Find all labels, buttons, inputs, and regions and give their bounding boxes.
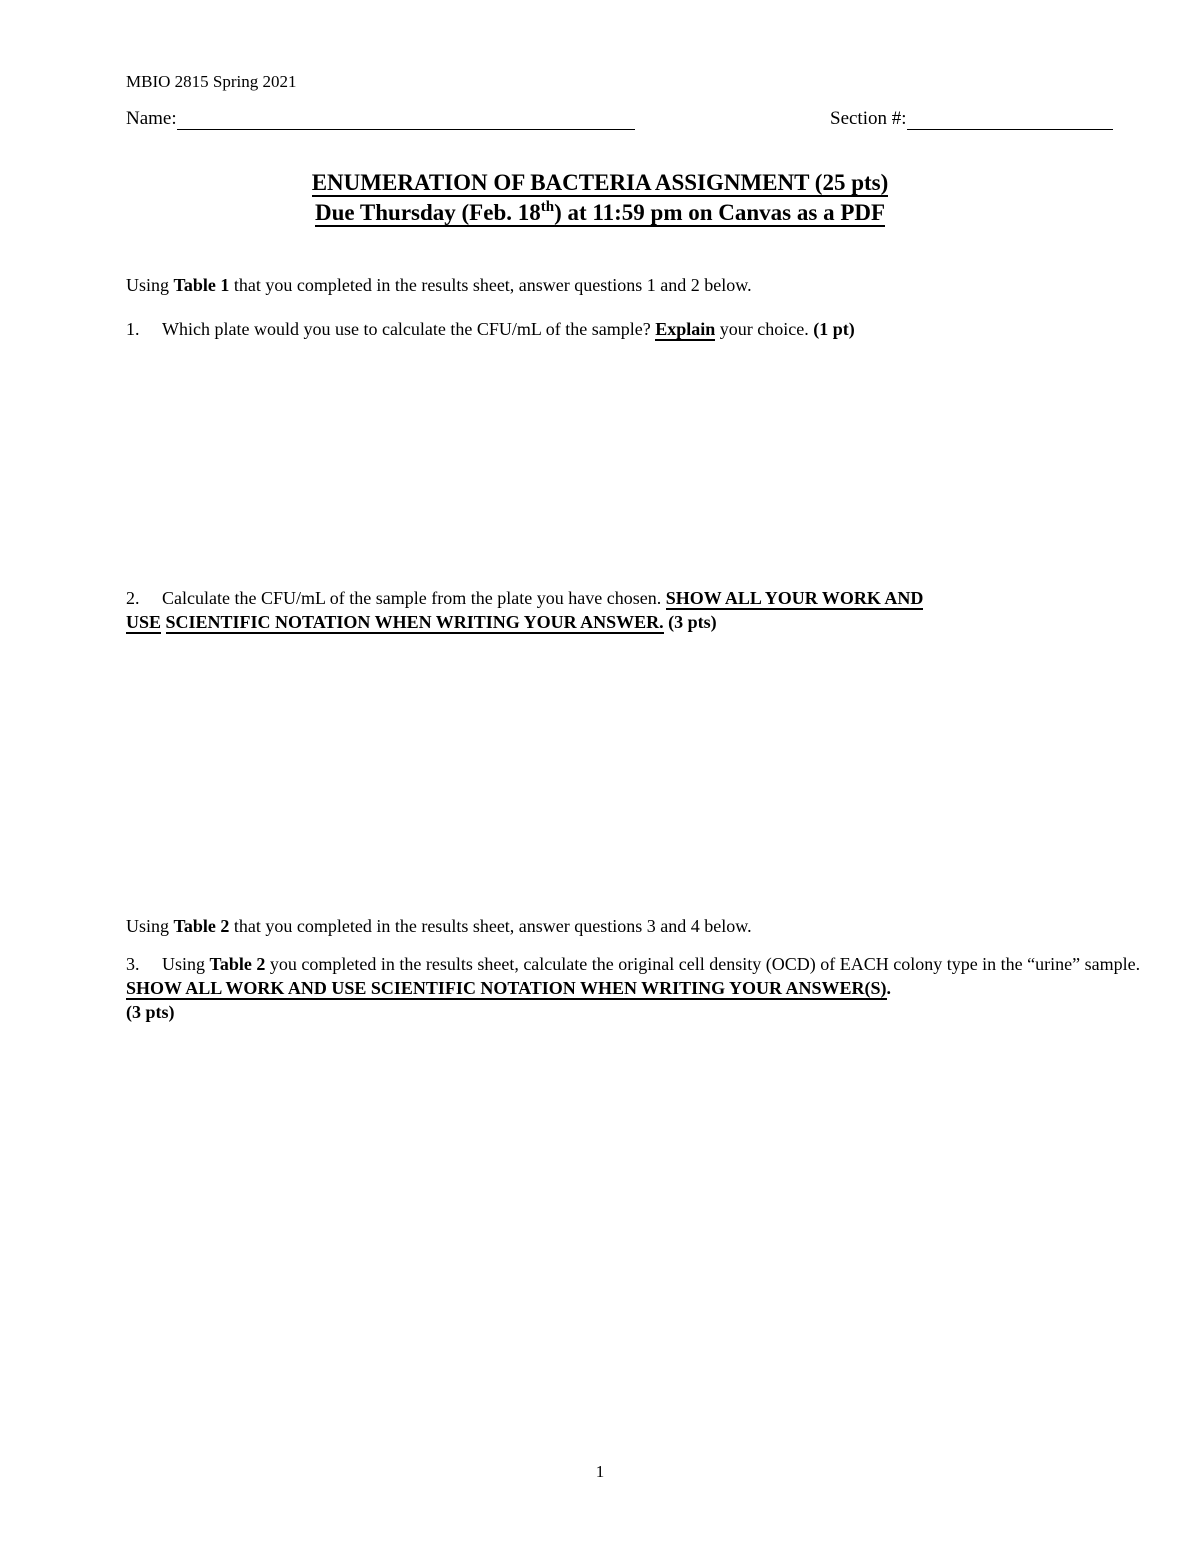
assignment-title <box>0 170 1200 196</box>
q3-number: 3. <box>126 954 140 974</box>
q3-text-before: Using <box>162 954 210 974</box>
q2-emphasis2: USE <box>126 612 162 632</box>
question-3 <box>126 952 1166 1024</box>
question-1 <box>126 317 1156 341</box>
section-field-row <box>830 108 1113 130</box>
name-label: Name: <box>126 108 177 129</box>
q1-points: (1 pt) <box>813 319 855 339</box>
intro1-after: that you completed in the results sheet, answer questions 1 and 2 below. <box>229 275 752 295</box>
due-suffix: ) at 11:59 pm on Canvas as a PDF <box>554 200 886 225</box>
q2-emphasis1: SHOW ALL YOUR WORK AND <box>665 588 924 608</box>
intro2-before: Using <box>126 916 174 936</box>
name-field-row <box>126 108 635 130</box>
section-blank[interactable] <box>907 109 1113 130</box>
intro2-after: that you completed in the results sheet, answer questions 3 and 4 below. <box>229 916 752 936</box>
page-number: 1 <box>595 1462 605 1481</box>
q1-text: Which plate would you use to calculate the CFU/mL of the sample? <box>162 319 656 339</box>
intro-table2 <box>126 914 1156 938</box>
q1-number: 1. <box>126 319 140 339</box>
q3-table-ref: Table 2 <box>209 954 266 974</box>
intro2-table-ref: Table 2 <box>173 916 230 936</box>
due-date-line <box>315 200 885 227</box>
intro1-before: Using <box>126 275 174 295</box>
due-sup: th <box>540 199 555 215</box>
q3-text-after: you completed in the results sheet, calculate the original cell density (OCD) of EACH colony type in the “urine” sample. <box>265 954 1141 974</box>
intro1-table-ref: Table 1 <box>173 275 230 295</box>
question-2 <box>126 586 1156 634</box>
q2-text: Calculate the CFU/mL of the sample from the plate you have chosen. <box>162 588 666 608</box>
intro-table1 <box>126 273 1156 297</box>
due-prefix: Due Thursday (Feb. 18 <box>314 200 541 225</box>
course-header: MBIO 2815 Spring 2021 <box>126 72 297 91</box>
q3-period: . <box>886 978 891 998</box>
q3-points: (3 pts) <box>126 1002 175 1022</box>
section-label: Section #: <box>830 108 907 129</box>
due-date-title <box>0 200 1200 226</box>
q2-points: (3 pts) <box>668 612 717 632</box>
q1-text2: your choice. <box>715 319 814 339</box>
q1-emphasis: Explain <box>655 319 716 339</box>
q2-emphasis3: SCIENTIFIC NOTATION WHEN WRITING YOUR ANSWER. <box>165 612 664 632</box>
q2-number: 2. <box>126 588 140 608</box>
q3-emphasis: SHOW ALL WORK AND USE SCIENTIFIC NOTATION WHEN WRITING YOUR ANSWER(S) <box>126 978 887 998</box>
title-line1: ENUMERATION OF BACTERIA ASSIGNMENT (25 pts) <box>311 170 889 195</box>
name-blank[interactable] <box>177 109 635 130</box>
